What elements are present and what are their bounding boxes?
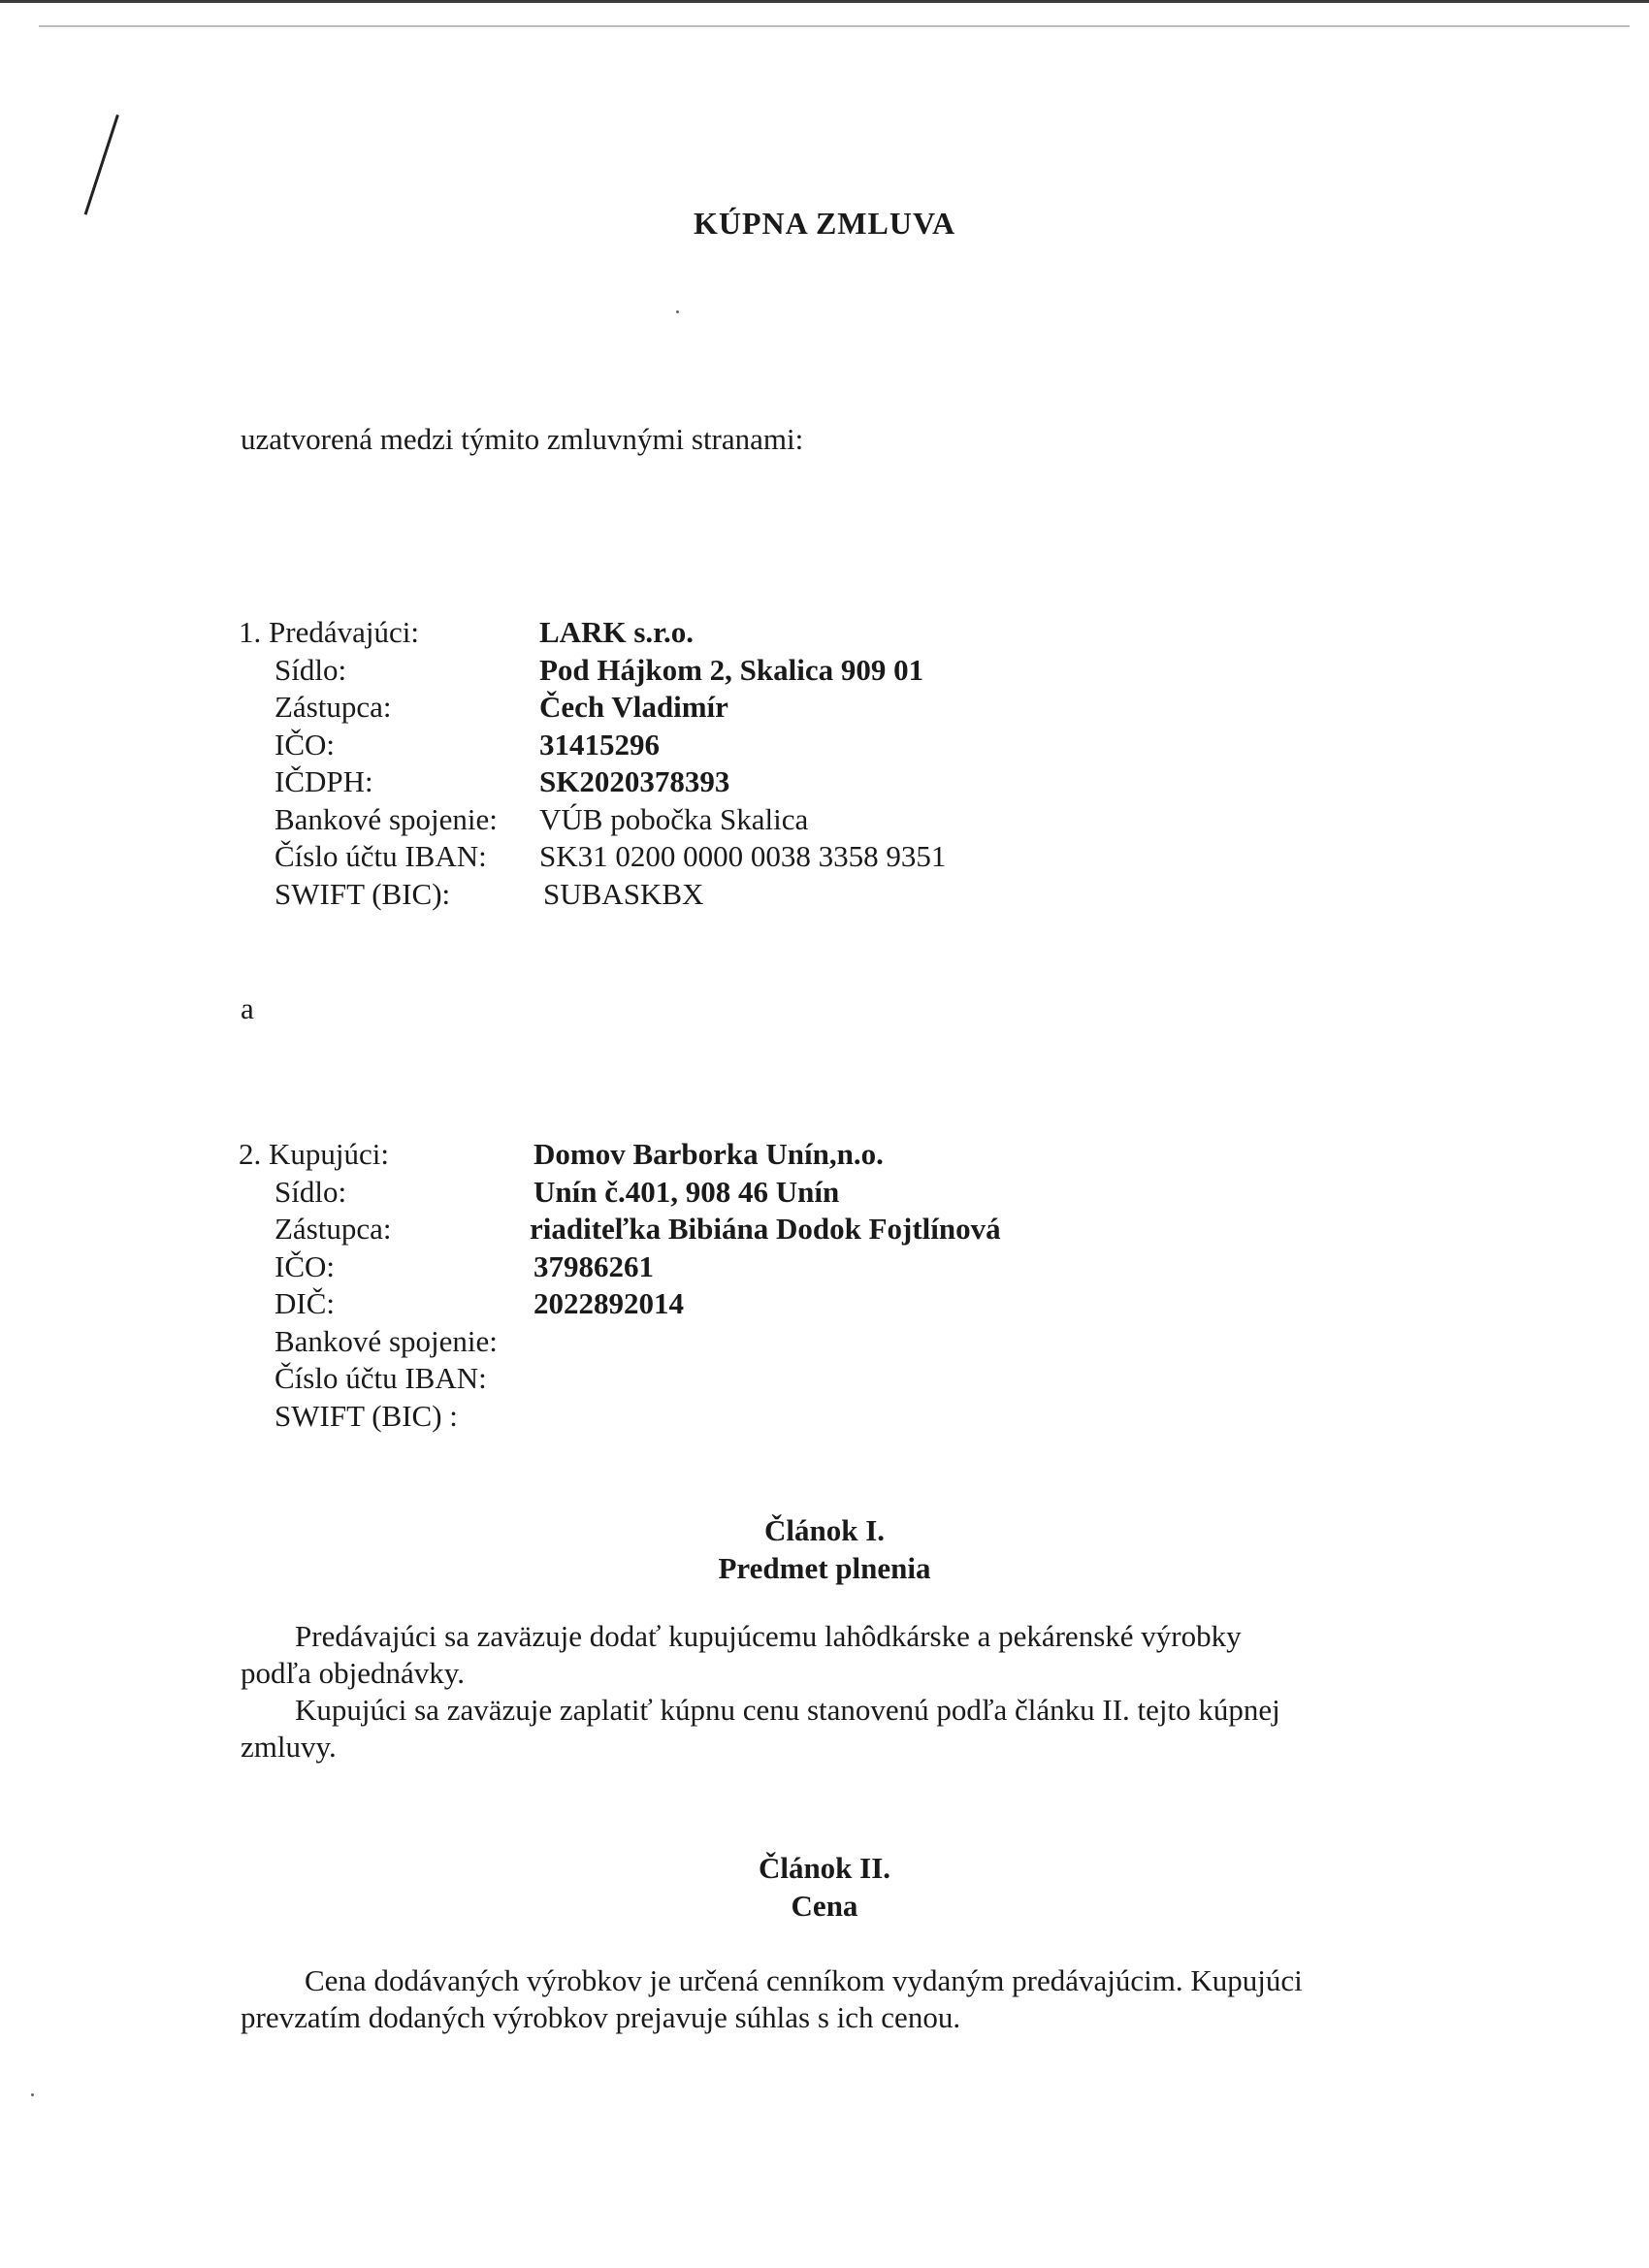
article-1-body xyxy=(241,1618,1414,1766)
field-value: 37986261 xyxy=(534,1248,654,1283)
scan-speck xyxy=(676,310,679,313)
field-label: 1. Predávajúci: xyxy=(239,615,419,649)
field-label: SWIFT (BIC) : xyxy=(275,1398,458,1433)
article-1-heading xyxy=(0,1511,1649,1587)
field-label: IČDPH: xyxy=(275,764,373,798)
field-label: Bankové spojenie: xyxy=(275,1323,498,1358)
field-label: 2. Kupujúci: xyxy=(239,1137,389,1171)
intro-text: uzatvorená medzi týmito zmluvnými stranami: xyxy=(241,422,804,456)
paragraph-line: Kupujúci sa zaväzuje zaplatiť kúpnu cenu stanovenú podľa článku II. tejto kúpnej xyxy=(295,1693,1280,1727)
field-label: SWIFT (BIC): xyxy=(275,876,451,911)
paragraph-line: podľa objednávky. xyxy=(241,1656,465,1690)
field-value: Pod Hájkom 2, Skalica 909 01 xyxy=(539,652,924,687)
field-label: Číslo účtu IBAN: xyxy=(275,1361,487,1395)
article-1-title: Predmet plnenia xyxy=(718,1551,931,1585)
field-label: Zástupca: xyxy=(275,1212,392,1246)
field-value: 2022892014 xyxy=(534,1286,684,1320)
field-label: Zástupca: xyxy=(275,690,392,724)
field-value: Domov Barborka Unín,n.o. xyxy=(534,1137,884,1171)
article-2-number: Článok II. xyxy=(758,1851,891,1885)
field-value: SK31 0200 0000 0038 3358 9351 xyxy=(539,839,947,873)
article-1-number: Článok I. xyxy=(763,1513,886,1547)
document-title: KÚPNA ZMLUVA xyxy=(693,206,956,241)
scan-speck xyxy=(31,2093,34,2096)
paragraph-line: zmluvy. xyxy=(241,1730,337,1764)
scan-fold-line xyxy=(39,25,1630,27)
field-label: IČO: xyxy=(275,1248,335,1283)
field-label: Sídlo: xyxy=(275,652,347,687)
field-value: SK2020378393 xyxy=(539,764,730,798)
field-value: 31415296 xyxy=(539,727,660,761)
field-value: LARK s.r.o. xyxy=(539,615,695,649)
field-value: riaditeľka Bibiána Dodok Fojtlínová xyxy=(530,1212,1001,1246)
field-value: Čech Vladimír xyxy=(539,690,728,724)
paragraph-line: prevzatím dodaných výrobkov prejavuje súhlas s ich cenou. xyxy=(241,2000,961,2034)
article-2-heading xyxy=(0,1849,1649,1925)
field-label: IČO: xyxy=(275,727,335,761)
field-label: DIČ: xyxy=(275,1286,335,1320)
conjunction: a xyxy=(241,991,254,1025)
scan-top-edge xyxy=(0,0,1649,3)
field-label: Bankové spojenie: xyxy=(275,801,498,836)
field-value: SUBASKBX xyxy=(543,876,704,911)
article-2-body xyxy=(241,1962,1414,2036)
field-label: Sídlo: xyxy=(275,1174,347,1209)
pen-mark xyxy=(84,114,119,215)
field-value: Unín č.401, 908 46 Unín xyxy=(534,1174,840,1209)
article-2-title: Cena xyxy=(791,1889,858,1923)
field-label: Číslo účtu IBAN: xyxy=(275,839,487,873)
paragraph-line: Predávajúci sa zaväzuje dodať kupujúcemu lahôdkárske a pekárenské výrobky xyxy=(295,1619,1242,1653)
field-value: VÚB pobočka Skalica xyxy=(539,801,809,836)
paragraph-line: Cena dodávaných výrobkov je určená cenníkom vydaným predávajúcim. Kupujúci xyxy=(305,1963,1303,1997)
